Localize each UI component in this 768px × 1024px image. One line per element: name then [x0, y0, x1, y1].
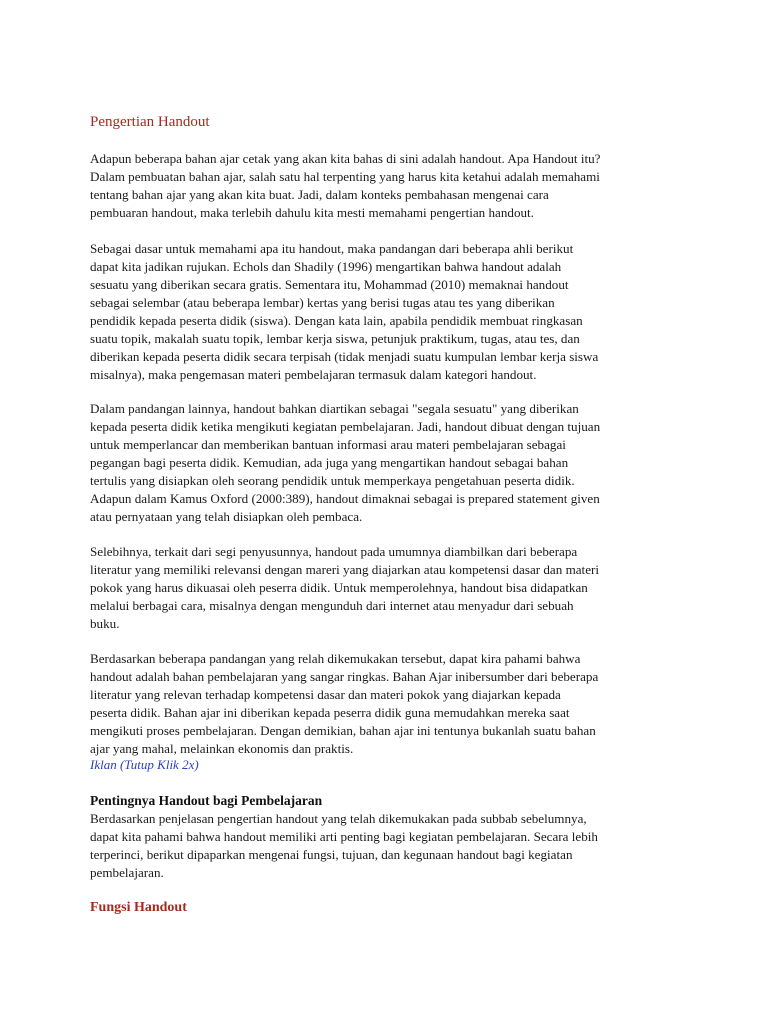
paragraph-line: Sebagai dasar untuk memahami apa itu handout, maka pandangan dari beberapa ahli berikut [90, 241, 574, 256]
paragraph-line: dapat kita pahami bahwa handout memiliki arti penting bagi kegiatan pembelajaran. Secara lebih [90, 829, 598, 844]
paragraph-line: pendidik kepada peserta didik (siswa). Dengan kata lain, apabila pendidik membuat ringkasan [90, 313, 583, 328]
paragraph-line: Dalam pandangan lainnya, handout bahkan diartikan sebagai "segala sesuatu" yang diberikan [90, 401, 579, 416]
paragraph-line: handout adalah bahan pembelajaran yang sangar ringkas. Bahan Ajar inibersumber dari beberapa [90, 669, 599, 684]
paragraph-line: Berdasarkan penjelasan pengertian handout yang telah dikemukakan pada subbab sebelumnya, [90, 811, 587, 826]
paragraph-line: tertulis yang disiapkan oleh seorang pendidik untuk memperkaya pengetahuan peserta didik. [90, 473, 575, 488]
paragraph-line: buku. [90, 616, 120, 631]
paragraph-line: Berdasarkan beberapa pandangan yang relah dikemukakan tersebut, dapat kira pahami bahwa [90, 651, 581, 666]
paragraph-line: pembuaran handout, maka terlebih dahulu kita mesti memahami pengertian handout. [90, 205, 534, 220]
subheading-pentingnya-handout: Pentingnya Handout bagi Pembelajaran [90, 793, 323, 808]
paragraph-line: ajar yang mahal, melainkan ekonomis dan praktis. [90, 741, 354, 756]
paragraph-line: Adapun beberapa bahan ajar cetak yang akan kita bahas di sini adalah handout. Apa Handout itu? [90, 151, 601, 166]
paragraph-line: literatur yang memiliki relevansi dengan mareri yang diajarkan atau kompetensi dasar dan materi [90, 562, 600, 577]
paragraph-line: Selebihnya, terkait dari segi penyusunnya, handout pada umumnya diambilkan dari beberapa [90, 544, 578, 559]
paragraph-line: peserta didik. Bahan ajar ini diberikan kepada peserra didik guna memudahkan mereka saat [90, 705, 570, 720]
paragraph-line: Dalam pembuatan bahan ajar, salah satu hal terpenting yang harus kita ketahui adalah memahami [90, 169, 600, 184]
section-heading-pengertian-handout: Pengertian Handout [90, 114, 210, 130]
section-heading-fungsi-handout: Fungsi Handout [90, 900, 187, 915]
paragraph-5 [90, 650, 690, 758]
paragraph-line: atau pernyataan yang telah disiapkan oleh pembaca. [90, 509, 363, 524]
paragraph-line: sesuatu yang diberikan secara gratis. Sementara itu, Mohammad (2010) memaknai handout [90, 277, 569, 292]
paragraph-line: sebagai selembar (atau beberapa lembar) kertas yang berisi tugas atau tes yang diberikan [90, 295, 555, 310]
paragraph-line: Adapun dalam Kamus Oxford (2000:389), handout dimaknai sebagai is prepared statement given [90, 491, 600, 506]
paragraph-line: mengikuti proses pembelajaran. Dengan demikian, bahan ajar ini tentunya bukanlah suatu bahan [90, 723, 596, 738]
paragraph-line: melalui berbagai cara, misalnya dengan mengunduh dari internet atau menyadur dari sebuah [90, 598, 574, 613]
paragraph-line: misalnya), maka pengemasan materi pembelajaran termasuk dalam kategori handout. [90, 367, 537, 382]
paragraph-3 [90, 400, 690, 526]
paragraph-line: dapat kita jadikan rujukan. Echols dan Shadily (1996) mengartikan bahwa handout adalah [90, 259, 562, 274]
paragraph-line: tentang bahan ajar yang akan kita buat. Jadi, dalam konteks pembahasan mengenai cara [90, 187, 549, 202]
paragraph-4 [90, 543, 690, 633]
paragraph-line: pembelajaran. [90, 865, 164, 880]
paragraph-line: suatu topik, makalah suatu topik, lembar kerja siswa, petunjuk praktikum, tugas, atau tes, dan [90, 331, 580, 346]
paragraph-6 [90, 810, 690, 882]
paragraph-line: pegangan bagi peserta didik. Kemudian, ada juga yang mengartikan handout sebagai bahan [90, 455, 569, 470]
paragraph-line: literatur yang relevan terhadap kompetensi dasar dan materi pokok yang diajarkan kepada [90, 687, 561, 702]
paragraph-line: untuk memperlancar dan memberikan bantuan informasi arau materi pembelajaran sebagai [90, 437, 566, 452]
paragraph-2 [90, 240, 690, 384]
close-ad-link[interactable]: Iklan (Tutup Klik 2x) [90, 757, 199, 772]
paragraph-1 [90, 150, 690, 222]
paragraph-line: pokok yang harus dikuasai oleh peserra didik. Untuk memperolehnya, handout bisa didapatkan [90, 580, 588, 595]
paragraph-line: diberikan kepada peserta didik secara terpisah (tidak menjadi suatu kumpulan lembar kerja siswa [90, 349, 599, 364]
paragraph-line: kepada peserta didik ketika mengikuti kegiatan pembelajaran. Jadi, handout dibuat dengan tujuan [90, 419, 601, 434]
paragraph-line: terperinci, berikut dipaparkan mengenai fungsi, tujuan, dan kegunaan handout bagi kegiatan [90, 847, 573, 862]
